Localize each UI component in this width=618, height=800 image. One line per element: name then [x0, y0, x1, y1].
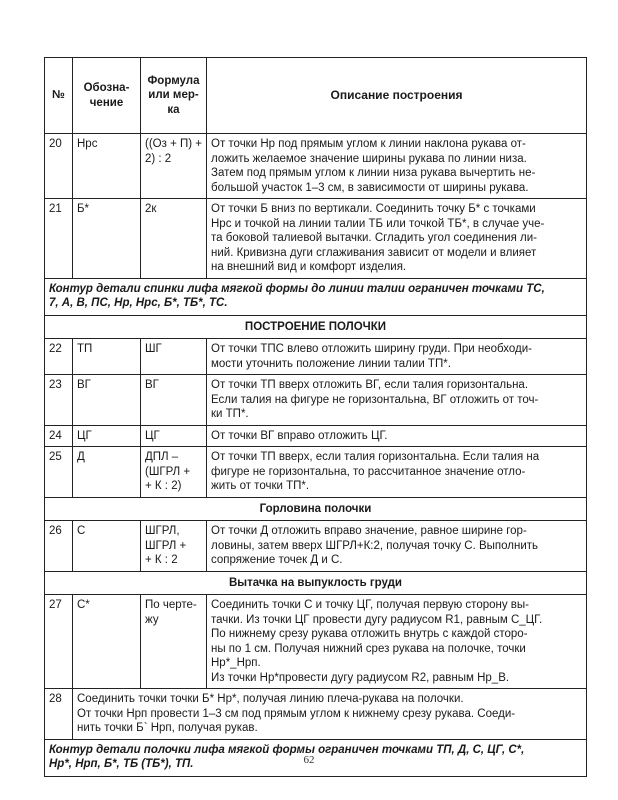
row-formula [141, 595, 207, 689]
text-line: Формула [147, 74, 200, 87]
text-line: От точки ТПС влево отложить ширину груди. При необходи- [211, 343, 532, 355]
row-number: 20 [45, 134, 73, 199]
row-description [207, 339, 587, 375]
text-line: С [77, 525, 86, 537]
section-title-dart: Вытачка на выпуклость груди [45, 571, 587, 595]
text-line: Контур детали полочки лифа мягкой формы ограничен точками ТП, Д, С, ЦГ, С*, [49, 743, 525, 756]
header-num: № [45, 58, 73, 134]
table-row [45, 425, 587, 447]
row-formula [141, 425, 207, 447]
row-28-text [73, 689, 587, 740]
text-line: Нрс и точкой на линии талии ТБ или точкой ТБ*, в случае уче- [211, 217, 545, 230]
table-row [45, 521, 587, 572]
section-front-row [45, 315, 587, 339]
text-line: фигуре не горизонтальна, то рассчитанное значение отло- [211, 465, 526, 478]
text-line: ний. Кривизна дуги сглаживания зависит от модели и влияет [211, 246, 537, 259]
rows-group-c [45, 521, 587, 572]
section-title-neck: Горловина полочки [45, 497, 587, 521]
text-line: мости уточнить положение линии талии ТП*. [211, 357, 451, 370]
text-line: Соединить точки точки Б* Нр*, получая линию плеча-рукава на полочки. [77, 693, 464, 705]
row-description [207, 425, 587, 447]
text-line: Контур детали спинки лифа мягкой формы до линии талии ограничен точками ТС, [49, 282, 545, 295]
table-row [45, 447, 587, 498]
row-description [207, 134, 587, 199]
text-line: ВГ [77, 379, 91, 391]
row-formula [141, 134, 207, 199]
row-number: 21 [45, 199, 73, 279]
text-line: 2к [145, 203, 157, 215]
text-line: От точки Д отложить вправо значение, равное ширине гор- [211, 525, 527, 537]
text-line: чение [89, 96, 124, 109]
table-header-row [45, 58, 587, 134]
text-line: ТП [77, 343, 93, 355]
text-line: ДПЛ – [145, 451, 179, 463]
text-line: Если талия на фигуре не горизонтальна, ВГ отложить от точ- [211, 393, 539, 406]
table-row [45, 375, 587, 426]
text-line: От точки ТП вверх отложить ВГ, если талия горизонтальна. [211, 379, 529, 391]
header-description: Описание построения [207, 58, 587, 134]
section-dart-row [45, 571, 587, 595]
page-number: 62 [303, 754, 315, 766]
text-line: Соединить точки С и точку ЦГ, получая первую сторону вы- [211, 599, 530, 611]
text-line: ки ТП*. [211, 408, 249, 420]
row-number: 27 [45, 595, 73, 689]
row-number: 26 [45, 521, 73, 572]
row-designation [73, 199, 141, 279]
row-number: 25 [45, 447, 73, 498]
rows-group-d [45, 595, 587, 689]
construction-table [44, 57, 587, 777]
text-line: ловины, затем вверх ШГРЛ+К:2, получая точку С. Выполнить [211, 539, 539, 552]
row-designation [73, 447, 141, 498]
row-formula [141, 199, 207, 279]
text-line: По черте- [145, 599, 197, 611]
table-row [45, 339, 587, 375]
row-description [207, 521, 587, 572]
row-designation [73, 595, 141, 689]
row-number: 22 [45, 339, 73, 375]
text-line: ка [167, 103, 180, 116]
text-line: Нр*_Нрп. [211, 657, 261, 669]
text-line: С* [77, 599, 90, 611]
table-row [45, 134, 587, 199]
row-number: 23 [45, 375, 73, 426]
row-designation [73, 521, 141, 572]
text-line: Обозна- [83, 82, 130, 94]
text-line: От точки Б вниз по вертикали. Соединить точку Б* с точками [211, 203, 536, 215]
header-designation [73, 58, 141, 134]
text-line: Нр*, Нрп, Б*, ТБ (ТБ*), ТП. [49, 758, 194, 770]
row-designation [73, 134, 141, 199]
text-line: ШГРЛ, [145, 525, 180, 537]
table-row [45, 199, 587, 279]
row-description [207, 595, 587, 689]
text-line: ВГ [145, 379, 159, 391]
text-line: сопряжение точек Д и С. [211, 554, 343, 566]
row-formula [141, 521, 207, 572]
text-line: та боковой талиевой вытачки. Сгладить угол соединения ли- [211, 232, 537, 244]
text-line: жу [145, 613, 159, 626]
text-line: нить точки Б` Нрп, получая рукав. [77, 722, 258, 734]
row-description [207, 199, 587, 279]
text-line: жить от точки ТП*. [211, 480, 310, 492]
text-line: Б* [77, 203, 90, 215]
text-line: (ШГРЛ + [145, 465, 191, 478]
text-line: большой участок 1–3 см, в зависимости от ширины рукава. [211, 181, 529, 194]
text-line: По нижнему срезу рукава отложить внутрь с каждой сторо- [211, 628, 528, 640]
text-line: ШГРЛ + [145, 539, 187, 552]
text-line: на внешний вид и комфорт изделия. [211, 261, 407, 273]
text-line: Затем под прямым углом к линии низа рукава вычертить не- [211, 167, 536, 179]
text-line: Нрс [77, 138, 98, 150]
text-line: Из точки Нр*провести дугу радиусом R2, равным Нр_В. [211, 671, 510, 684]
row-description [207, 447, 587, 498]
text-line: 2) : 2 [145, 152, 172, 165]
text-line: ны по 1 см. Получая нижний срез рукава на полочке, точки [211, 642, 526, 655]
text-line: От точки Нрп провести 1–3 см под прямым углом к нижнему срезу рукава. Соеди- [77, 707, 516, 720]
rows-group-b [45, 339, 587, 498]
row-formula [141, 375, 207, 426]
text-line: ШГ [145, 343, 162, 355]
row-formula [141, 447, 207, 498]
row-number: 28 [45, 689, 73, 740]
text-line: + К : 2) [145, 480, 182, 492]
row-designation [73, 425, 141, 447]
table-row-28 [45, 689, 587, 740]
text-line: 7, А, В, ПС, Нр, Нрс, Б*, ТБ*, ТС. [49, 297, 228, 309]
text-line: + К : 2 [145, 554, 178, 566]
note-back-row [45, 278, 587, 315]
text-line: От точки Нр под прямым углом к линии наклона рукава от- [211, 138, 526, 150]
text-line: или мер- [148, 89, 199, 102]
text-line: Д [77, 451, 85, 463]
row-formula [141, 339, 207, 375]
text-line: тачки. Из точки ЦГ провести дугу радиусом R1, равным С_ЦГ. [211, 613, 543, 626]
rows-group-a [45, 134, 587, 279]
page [44, 57, 586, 777]
row-designation [73, 339, 141, 375]
row-description [207, 375, 587, 426]
text-line: От точки ВГ вправо отложить ЦГ. [211, 429, 388, 442]
section-neck-row [45, 497, 587, 521]
text-line: ЦГ [145, 429, 160, 442]
text-line: ложить желаемое значение ширины рукава по линии низа. [211, 152, 527, 165]
text-line: ЦГ [77, 429, 92, 442]
text-line: От точки ТП вверх, если талия горизонтальна. Если талия на [211, 451, 540, 463]
row-designation [73, 375, 141, 426]
text-line: ((Оз + П) + [145, 138, 202, 150]
note-back [45, 278, 587, 315]
header-formula [141, 58, 207, 134]
row-number: 24 [45, 425, 73, 447]
section-title-front: ПОСТРОЕНИЕ ПОЛОЧКИ [45, 315, 587, 339]
table-row [45, 595, 587, 689]
